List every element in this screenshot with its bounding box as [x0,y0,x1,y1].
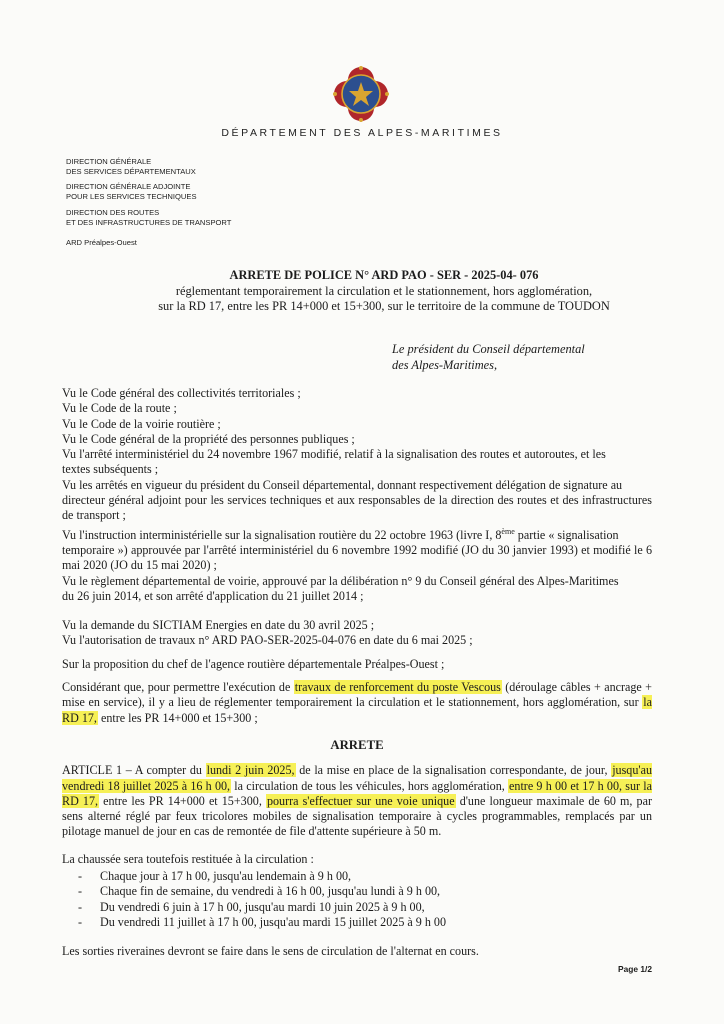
ard-label: ARD Préalpes-Ouest [66,238,137,247]
restitution-intro: La chaussée sera toutefois restituée à la circulation : [62,851,314,866]
highlight: la RD 17, [62,695,652,725]
vu-item: Vu le Code de la route ; [62,401,177,416]
list-item: - Du vendredi 6 juin à 17 h 00, jusqu'au mardi 10 juin 2025 à 9 h 00, [100,900,652,915]
vu-item: Vu le Code général des collectivités territoriales ; [62,386,301,400]
direction-routes: DIRECTION DES ROUTES ET DES INFRASTRUCTURES DE TRANSPORT [66,208,232,227]
list-item: - Chaque jour à 17 h 00, jusqu'au lendemain à 9 h 00, [100,869,652,884]
vu-instruction: Vu l'instruction interministérielle sur la signalisation routière du 22 octobre 1963 (livre I, 8ème partie « signalisation temporaire ») approuvée par l'arrêté interministériel du 6 novembre 1992 modifié (JO du 30 janvier 1993) et modifié le 6 mai 2020 (JO du 15 mai 2020) ; [62,526,652,573]
department-name: DÉPARTEMENT DES ALPES-MARITIMES [221,127,503,139]
vu-autorisation: Vu l'autorisation de travaux n° ARD PAO-SER-2025-04-076 en date du 6 mai 2025 ; [62,633,473,648]
arrete-heading: ARRETE [330,737,384,752]
article-1: ARTICLE 1 – A compter du lundi 2 juin 2025, de la mise en place de la signalisation correspondante, de jour, jusqu'au vendredi 18 juillet 2025 à 16 h 00, la circulation de tous les véhicules, hors agglomération, entre 9 h 00 et 17 h 00, sur la RD 17, entre les PR 14+000 et 15+300, pourra s'effectuer sur une voie unique d'une longueur maximale de 60 m, par sens alterné réglé par feux tricolores mobiles de signalisation temporaire à cycles programmables, remplacés par un pilotage manuel de jour en cas de remontée de file d'attente supérieure à 50 m. [62,763,652,839]
president-signatory: Le président du Conseil départemental des Alpes-Maritimes, [392,342,585,372]
highlight: lundi 2 juin 2025, [206,763,295,778]
considerant-paragraph: Considérant que, pour permettre l'exécution de travaux de renforcement du poste Vescous (déroulage câbles + ancrage + mise en service), il y a lieu de réglementer temporairement la circulation et le stationnement, hors agglomération, sur la RD 17, entre les PR 14+000 et 15+300 ; [62,680,652,725]
highlight: pourra s'effectuer sur une voie unique [266,793,455,808]
vu-delegation: Vu les arrêtés en vigueur du président du Conseil départemental, donnant respectivement délégation de signature au directeur général adjoint pour les services techniques et aux responsables de la direction des routes et des infrastructures de transport ; [62,477,652,523]
decree-body [62,386,652,960]
restitution-list [62,869,652,930]
decree-title [60,268,708,315]
vu-arrete-1967: Vu l'arrêté interministériel du 24 novembre 1967 modifié, relatif à la signalisation des routes et autoroutes, et les textes subséquents ; [62,447,606,477]
direction-generale-adjointe: DIRECTION GÉNÉRALE ADJOINTE POUR LES SERVICES TECHNIQUES [66,182,197,201]
decree-number: ARRETE DE POLICE N° ARD PAO - SER - 2025-04- 076 [229,268,539,282]
highlight: entre 9 h 00 et 17 h 00, sur la RD 17, [62,778,652,808]
vu-demande: Vu la demande du SICTIAM Energies en date du 30 avril 2025 ; [62,618,375,633]
list-item: - Du vendredi 11 juillet à 17 h 00, jusqu'au mardi 15 juillet 2025 à 9 h 00 [100,915,652,930]
direction-generale: DIRECTION GÉNÉRALE DES SERVICES DÉPARTEMENTAUX [66,157,196,176]
sorties-riveraines: Les sorties riveraines devront se faire dans le sens de circulation de l'alternat en cours. [62,944,479,959]
vu-item: Vu le Code de la voirie routière ; [62,416,221,431]
vu-reglement: Vu le règlement départemental de voirie, approuvé par la délibération n° 9 du Conseil général des Alpes-Maritimes du 26 juin 2014, et son arrêté d'application du 21 juillet 2014 ; [62,573,619,603]
alpes-maritimes-emblem-icon [331,64,391,124]
highlight: travaux de renforcement du poste Vescous [294,680,501,695]
list-item: - Chaque fin de semaine, du vendredi à 16 h 00, jusqu'au lundi à 9 h 00, [100,884,652,899]
highlight: jusqu'au vendredi 18 juillet 2025 à 16 h 00, [62,763,652,793]
vu-item: Vu le Code général de la propriété des personnes publiques ; [62,431,355,446]
decree-subtitle-1: réglementant temporairement la circulation et le stationnement, hors agglomération, [175,283,593,298]
proposition: Sur la proposition du chef de l'agence routière départementale Préalpes-Ouest ; [62,656,445,671]
page-number: Page 1/2 [618,964,652,974]
decree-subtitle-2: sur la RD 17, entre les PR 14+000 et 15+300, sur le territoire de la commune de TOUDON [158,299,610,313]
